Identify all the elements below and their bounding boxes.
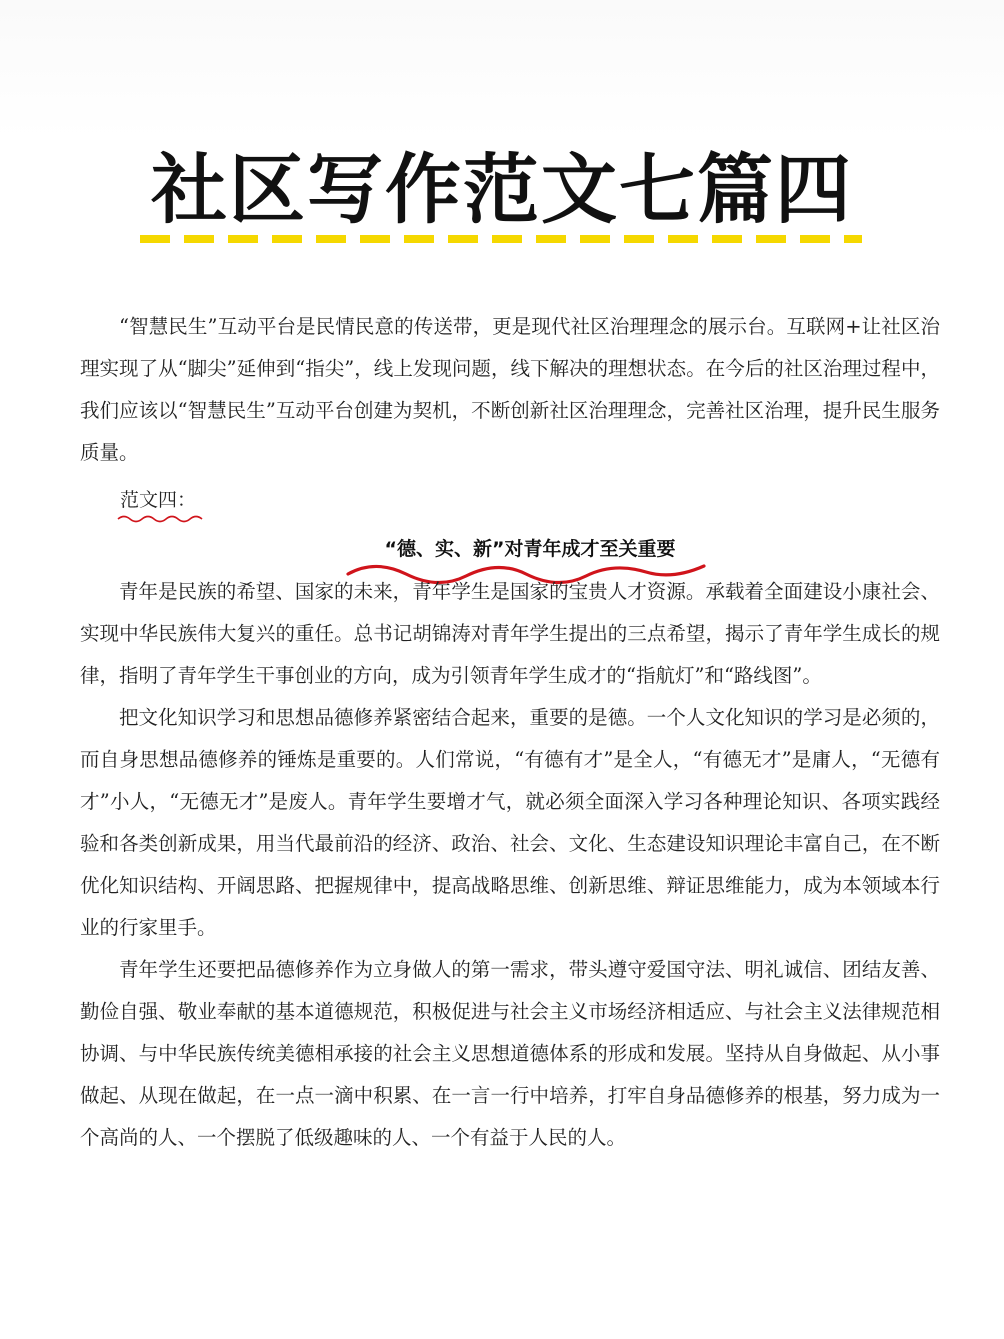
- body-paragraph: 把文化知识学习和思想品德修养紧密结合起来，重要的是德。一个人文化知识的学习是必须的，而自身思想品德修养的锤炼是重要的。人们常说，“有德有才”是全人，“有德无才”是庸人，“无德有才”小人，“无德无才”是废人。青年学生要增才气，就必须全面深入学习各种理论知识、各项实践经验和各类创新成果，用当代最前沿的经济、政治、社会、文化、生态建设知识理论丰富自己，在不断优化知识结构、开阔思路、把握规律中，提高战略思维、创新思维、辩证思维能力，成为本领域本行业的行家里手。: [80, 706, 940, 939]
- title-area: [0, 140, 1004, 240]
- intro-paragraph: “智慧民生”互动平台是民情民意的传送带，更是现代社区治理理念的展示台。互联网+让社区治理实现了从“脚尖”延伸到“指尖”，线上发现问题，线下解决的理想状态。在今后的社区治理过程中，我们应该以“智慧民生”互动平台创建为契机，不断创新社区治理理念，完善社区治理，提升民生服务质量。: [80, 315, 940, 464]
- intro-text: [80, 306, 940, 474]
- section-label-squiggle: [116, 513, 206, 525]
- title-dashed-underline: [140, 235, 862, 243]
- article-heading: “德、实、新”对青年成才至关重要: [384, 538, 676, 560]
- body-paragraph: 青年学生还要把品德修养作为立身做人的第一需求，带头遵守爱国守法、明礼诚信、团结友善、勤俭自强、敬业奉献的基本道德规范，积极促进与社会主义市场经济相适应、与社会主义法律规范相协调、与中华民族传统美德相承接的社会主义思想道德体系的形成和发展。坚持从自身做起、从小事做起、从现在做起，在一点一滴中积累、在一言一行中培养，打牢自身品德修养的根基，努力成为一个高尚的人、一个摆脱了低级趣味的人、一个有益于人民的人。: [80, 958, 940, 1149]
- article-body: [80, 571, 940, 1159]
- top-background: [0, 0, 1004, 140]
- body-paragraph: 青年是民族的希望、国家的未来，青年学生是国家的宝贵人才资源。承载着全面建设小康社会、实现中华民族伟大复兴的重任。总书记胡锦涛对青年学生提出的三点希望，揭示了青年学生成长的规律，指明了青年学生干事创业的方向，成为引领青年学生成才的“指航灯”和“路线图”。: [80, 580, 940, 687]
- page-title: 社区写作范文七篇四: [151, 145, 853, 234]
- section-label: 范文四：: [120, 489, 197, 511]
